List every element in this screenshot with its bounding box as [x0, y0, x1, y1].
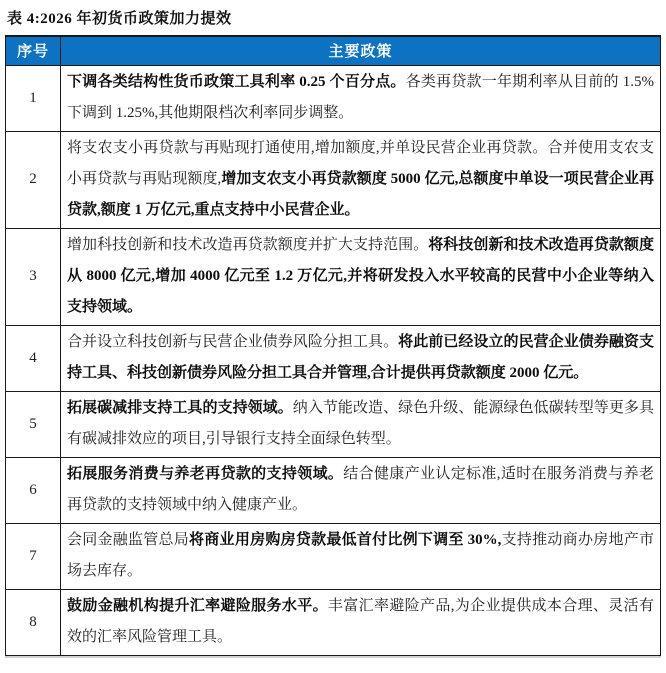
policy-highlight-text: 将科技创新和技术改造再贷款额度从 8000 亿元,增加 4000 亿元至 1.2 万亿元,并将研发投入水平较高的民营中小企业等纳入支持领域。 [67, 236, 654, 315]
policy-text: 丰富汇率避险产品,为企业提供成本合理、灵活有效的汇率风险管理工具。 [67, 597, 654, 645]
policy-cell [61, 65, 661, 131]
policy-text: 纳入节能改造、绿色升级、能源绿色低碳转型等更多具有碳减排效应的项目,引导银行支持全面绿色转型。 [67, 399, 654, 447]
table-row [6, 589, 661, 655]
policy-text: 会同金融监管总局 [67, 531, 190, 548]
policy-cell [61, 325, 661, 391]
policy-cell [61, 131, 661, 228]
table-row [6, 325, 661, 391]
row-number-cell: 1 [6, 65, 61, 131]
policy-highlight-text: 下调各类结构性货币政策工具利率 0.25 个百分点。 [67, 73, 406, 90]
policy-highlight-text: 将商业用房购房贷款最低首付比例下调至 30%, [189, 531, 502, 548]
policy-cell [61, 228, 661, 325]
policy-highlight-text: 鼓励金融机构提升汇率避险服务水平。 [67, 597, 328, 614]
row-number-cell: 8 [6, 589, 61, 655]
policy-highlight-text: 拓展碳减排支持工具的支持领域。 [67, 399, 293, 416]
table-row [6, 65, 661, 131]
policy-text: 合并设立科技创新与民营企业债券风险分担工具。 [67, 333, 399, 350]
col-header-number: 序号 [6, 36, 61, 65]
row-number-cell: 3 [6, 228, 61, 325]
row-number-cell: 4 [6, 325, 61, 391]
policy-text: 结合健康产业认定标准,适时在服务消费与养老再贷款的支持领域中纳入健康产业。 [67, 465, 654, 513]
table-body [6, 65, 661, 655]
policy-text: 支持推动商办房地产市场去库存。 [67, 531, 654, 579]
policy-highlight-text: 将此前已经设立的民营企业债券融资支持工具、科技创新债券风险分担工具合并管理,合计提供再贷款额度 2000 亿元。 [67, 333, 654, 381]
row-number-cell: 2 [6, 131, 61, 228]
row-number-cell: 7 [6, 523, 61, 589]
table-row [6, 457, 661, 523]
policy-table [5, 35, 661, 656]
policy-cell [61, 589, 661, 655]
row-number-cell: 5 [6, 391, 61, 457]
table-title: 表 4:2026 年初货币政策加力提效 [7, 11, 232, 27]
policy-cell [61, 457, 661, 523]
table-row [6, 391, 661, 457]
table-header-row [6, 36, 661, 65]
policy-text: 各类再贷款一年期利率从目前的 1.5%下调到 1.25%,其他期限档次利率同步调整。 [67, 73, 654, 121]
policy-highlight-text: 增加支农支小再贷款额度 5000 亿元,总额度中单设一项民营企业再贷款,额度 1 万亿元,重点支持中小民营企业。 [67, 170, 654, 218]
policy-cell [61, 523, 661, 589]
policy-highlight-text: 拓展服务消费与养老再贷款的支持领域。 [67, 465, 344, 482]
col-header-policy: 主要政策 [61, 36, 661, 65]
policy-text: 增加科技创新和技术改造再贷款额度并扩大支持范围。 [67, 236, 429, 253]
row-number-cell: 6 [6, 457, 61, 523]
table-row [6, 228, 661, 325]
policy-cell [61, 391, 661, 457]
policy-text: 将支农支小再贷款与再贴现打通使用,增加额度,并单设民营企业再贷款。合并使用支农支小再贷款与再贴现额度, [67, 139, 654, 187]
table-row [6, 523, 661, 589]
table-row [6, 131, 661, 228]
